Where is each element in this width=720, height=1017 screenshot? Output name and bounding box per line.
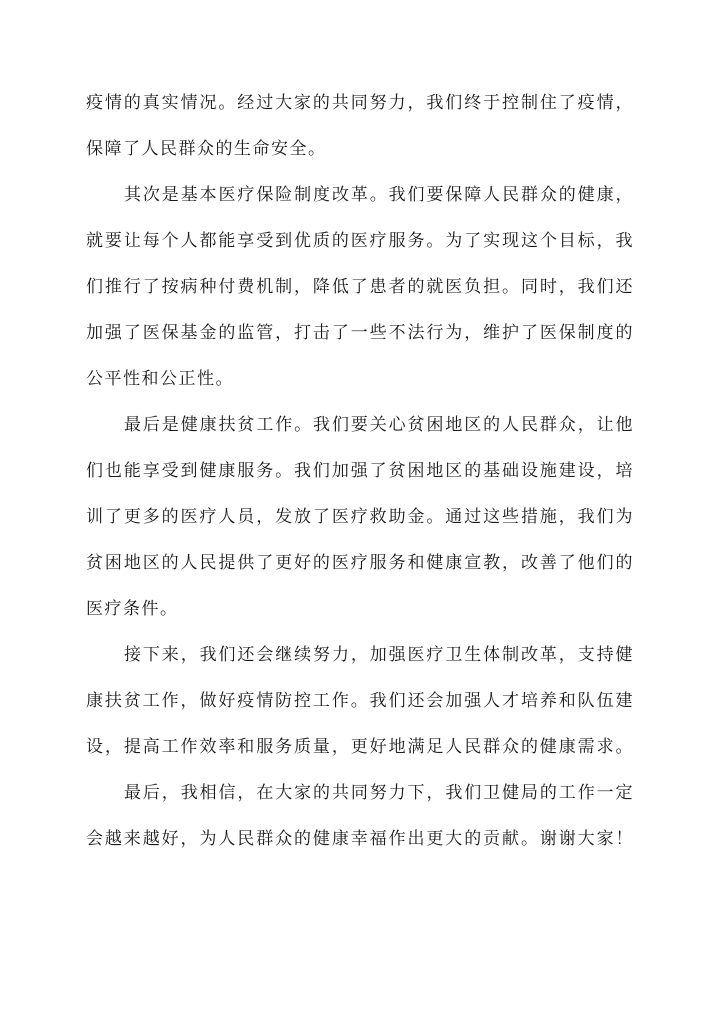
paragraph-poverty-alleviation bbox=[86, 402, 634, 632]
text-line: 们也能享受到健康服务。我们加强了贫困地区的基础设施建设，培 bbox=[86, 461, 634, 481]
text-line: 其次是基本医疗保险制度改革。我们要保障人民群众的健康， bbox=[124, 185, 634, 205]
text-line: 康扶贫工作，做好疫情防控工作。我们还会加强人才培养和队伍建 bbox=[86, 691, 634, 711]
text-line: 训了更多的医疗人员，发放了医疗救助金。通过这些措施，我们为 bbox=[86, 507, 634, 527]
paragraph-next-steps bbox=[86, 632, 634, 770]
text-line: 最后，我相信，在大家的共同努力下，我们卫健局的工作一定 bbox=[124, 783, 634, 803]
text-line: 疫情的真实情况。经过大家的共同努力，我们终于控制住了疫情， bbox=[86, 93, 634, 113]
text-line: 加强了医保基金的监管，打击了一些不法行为，维护了医保制度的 bbox=[86, 323, 634, 343]
text-line: 就要让每个人都能享受到优质的医疗服务。为了实现这个目标，我 bbox=[86, 231, 634, 251]
paragraph-closing bbox=[86, 770, 634, 862]
text-line: 设，提高工作效率和服务质量，更好地满足人民群众的健康需求。 bbox=[86, 737, 634, 757]
document-body bbox=[86, 80, 634, 862]
text-line: 公平性和公正性。 bbox=[86, 369, 234, 389]
paragraph-epidemic bbox=[86, 80, 634, 172]
text-line: 贫困地区的人民提供了更好的医疗服务和健康宣教，改善了他们的 bbox=[86, 553, 634, 573]
text-line: 医疗条件。 bbox=[86, 599, 179, 619]
paragraph-medical-insurance bbox=[86, 172, 634, 402]
text-line: 保障了人民群众的生命安全。 bbox=[86, 139, 327, 159]
text-line: 们推行了按病种付费机制，降低了患者的就医负担。同时，我们还 bbox=[86, 277, 634, 297]
text-line: 会越来越好，为人民群众的健康幸福作出更大的贡献。谢谢大家！ bbox=[86, 829, 634, 849]
text-line: 接下来，我们还会继续努力，加强医疗卫生体制改革，支持健 bbox=[124, 645, 634, 665]
text-line: 最后是健康扶贫工作。我们要关心贫困地区的人民群众，让他 bbox=[124, 415, 634, 435]
